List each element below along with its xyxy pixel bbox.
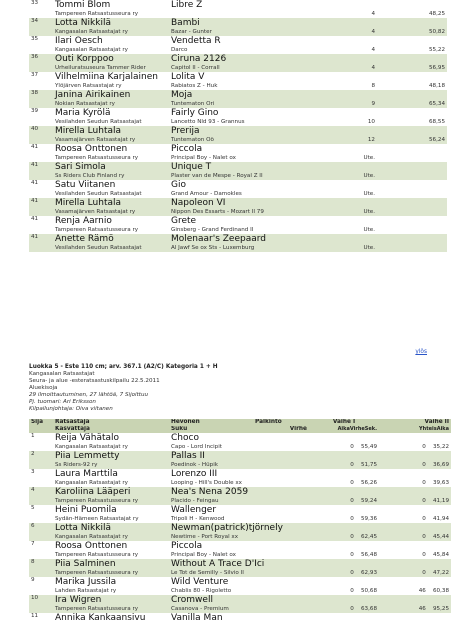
class-info-italic-line: 29 ilmoittautuminen, 27 lähtöä, 7 Sijoittuu bbox=[29, 392, 149, 398]
phase1-result: 0 50,68 bbox=[350, 588, 377, 594]
horse-pedigree: Poedinok - Hüpik bbox=[171, 462, 219, 468]
table-row bbox=[29, 198, 447, 209]
result-row bbox=[29, 433, 451, 444]
rider-name: Roosa Onttonen bbox=[55, 541, 128, 551]
club-name: Ylöjärven Ratsastajat ry bbox=[55, 83, 122, 89]
club-name: Tampereen Ratsastusseura ry bbox=[55, 570, 139, 576]
sija: 39 bbox=[31, 108, 39, 114]
table-row bbox=[29, 0, 447, 11]
faults: 8 bbox=[371, 83, 375, 89]
table-row-detail bbox=[29, 245, 447, 252]
horse-pedigree: Tripoli H - Kenwood bbox=[171, 516, 225, 522]
sija: 40 bbox=[31, 126, 39, 132]
rider-name: Anette Rämö bbox=[55, 234, 114, 244]
result-row-detail bbox=[29, 444, 451, 451]
phase2-result: 0 41,94 bbox=[422, 516, 449, 522]
club-name: Kangasalan Ratsastajat ry bbox=[55, 444, 128, 450]
time: 50,82 bbox=[428, 29, 445, 35]
horse-pedigree: Principal Boy - Nalet ox bbox=[171, 155, 236, 161]
faults: 12 bbox=[367, 137, 375, 143]
rider-name: Laura Marttila bbox=[55, 469, 118, 479]
class-info-line: Aluekisoja bbox=[29, 385, 58, 391]
sija: 41 bbox=[31, 198, 39, 204]
horse-name: Lorenzo III bbox=[171, 469, 218, 479]
table-row-detail bbox=[29, 29, 447, 36]
sija: 8 bbox=[31, 559, 35, 565]
sija: 41 bbox=[31, 216, 39, 222]
result-row bbox=[29, 487, 451, 498]
club-name: Tampereen Ratsastusseura ry bbox=[55, 11, 139, 17]
horse-pedigree: Capo - Lord Incipit bbox=[171, 444, 222, 450]
horse-name: Bambi bbox=[171, 18, 200, 28]
faults: Ute. bbox=[363, 155, 375, 161]
club-name: Ss Riders Club Finland ry bbox=[55, 173, 125, 179]
result-row-detail bbox=[29, 534, 451, 541]
time: 48,25 bbox=[428, 11, 445, 17]
phase1-result: 0 63,68 bbox=[350, 606, 377, 612]
table-row bbox=[29, 36, 447, 47]
results-table-class5 bbox=[29, 419, 451, 624]
class-title: Luokka 5 - Este 110 cm; arv. 367.1 (A2/C) Kategoria 1 + H bbox=[29, 364, 218, 370]
club-name: Sydän-Hämeen Ratsastajat ry bbox=[55, 516, 139, 522]
time bbox=[377, 245, 447, 252]
phase1-result: 0 59,36 bbox=[350, 516, 377, 522]
table-row-detail bbox=[29, 119, 447, 126]
horse-name: Prerija bbox=[171, 126, 200, 136]
horse-pedigree: Rabiatos Z - Huk bbox=[171, 83, 218, 89]
table-row bbox=[29, 72, 447, 83]
table-row bbox=[29, 126, 447, 137]
rider-name: Satu Viitanen bbox=[55, 180, 116, 190]
rider-name: Renja Aarnio bbox=[55, 216, 112, 226]
phase2-result: 46 60,38 bbox=[418, 588, 449, 594]
result-row-detail bbox=[29, 498, 451, 505]
time: 48,18 bbox=[428, 83, 445, 89]
table-row-detail bbox=[29, 11, 447, 18]
table-row-detail bbox=[29, 83, 447, 90]
club-name: Lahden Ratsastajat ry bbox=[55, 588, 117, 594]
horse-pedigree: Placido - Feingau bbox=[171, 498, 219, 504]
table-row-detail bbox=[29, 101, 447, 108]
result-row bbox=[29, 613, 451, 624]
result-row-detail bbox=[29, 462, 451, 469]
horse-pedigree: Tuntematon Oö bbox=[171, 137, 214, 143]
horse-name: Pallas II bbox=[171, 451, 205, 461]
faults: Ute. bbox=[363, 245, 375, 251]
horse-name: Moja bbox=[171, 90, 193, 100]
result-row-detail bbox=[29, 480, 451, 487]
result-row-detail bbox=[29, 552, 451, 559]
table-row bbox=[29, 18, 447, 29]
club-name: Kangasalan Ratsastajat ry bbox=[55, 47, 128, 53]
horse-name: Newman(patrick)tjörnely bbox=[171, 523, 283, 533]
back-to-top-link[interactable]: ylös bbox=[415, 349, 427, 355]
club-name: Tampereen Ratsastusseura ry bbox=[55, 498, 139, 504]
result-row bbox=[29, 451, 451, 462]
horse-pedigree: Newtime - Port Royal xx bbox=[171, 534, 239, 540]
rider-name: Janina Airikainen bbox=[55, 90, 131, 100]
sija: 5 bbox=[31, 505, 35, 511]
col-hevonen: Hevonen bbox=[171, 419, 200, 425]
time: 56,95 bbox=[428, 65, 445, 71]
col-sija: Sija bbox=[31, 419, 44, 425]
horse-pedigree: Nippon Des Essarts - Mozart II 79 bbox=[171, 209, 264, 215]
faults: Ute. bbox=[363, 173, 375, 179]
table-row bbox=[29, 180, 447, 191]
result-row bbox=[29, 595, 451, 606]
horse-name: Fairly Gino bbox=[171, 108, 219, 118]
column-subheader-row bbox=[29, 426, 451, 433]
sija: 36 bbox=[31, 54, 39, 60]
rider-name: Annika Kankaansivu bbox=[55, 613, 146, 623]
club-name: Ss Riders-92 ry bbox=[55, 462, 98, 468]
horse-pedigree: Le Tot de Semilly - Silvio II bbox=[171, 570, 244, 576]
time bbox=[377, 173, 447, 180]
rider-name: Mirella Luhtala bbox=[55, 126, 122, 136]
result-row bbox=[29, 523, 451, 534]
rider-name: Tommi Blom bbox=[55, 0, 111, 10]
time bbox=[377, 191, 447, 198]
rider-name: Lotta Nikkilä bbox=[55, 523, 111, 533]
phase2-result: 0 35,22 bbox=[422, 444, 449, 450]
phase1-result: 0 59,24 bbox=[350, 498, 377, 504]
horse-name: Nea's Nena 2059 bbox=[171, 487, 249, 497]
horse-name: Gio bbox=[171, 180, 186, 190]
rider-name: Heini Puomila bbox=[55, 505, 117, 515]
results-page bbox=[29, 0, 449, 623]
rider-name: Vilhelmiina Karjalainen bbox=[55, 72, 158, 82]
club-name: Vesilahden Seudun Ratsastajat bbox=[55, 119, 142, 125]
column-header-row bbox=[29, 419, 451, 426]
phase2-result: 0 45,84 bbox=[422, 552, 449, 558]
table-row-detail bbox=[29, 227, 447, 234]
table-row bbox=[29, 234, 447, 245]
horse-name: Choco bbox=[171, 433, 199, 443]
col-kasvattaja: Kasvattaja bbox=[55, 426, 90, 432]
club-name: Tampereen Ratsastusseura ry bbox=[55, 227, 139, 233]
horse-pedigree: Grand Amour - Damokles bbox=[171, 191, 242, 197]
time: 55,22 bbox=[428, 47, 445, 53]
table-row-detail bbox=[29, 209, 447, 216]
horse-name: Grete bbox=[171, 216, 197, 226]
phase2-result: 0 41,19 bbox=[422, 498, 449, 504]
table-row bbox=[29, 90, 447, 101]
club-name: Tampereen Ratsastusseura ry bbox=[55, 552, 139, 558]
rider-name: Roosa Onttonen bbox=[55, 144, 128, 154]
class-info-italic-line: Pj. tuomari: Ari Eriksson bbox=[29, 399, 96, 405]
sija: 7 bbox=[31, 541, 35, 547]
club-name: Tampereen Ratsastusseura ry bbox=[55, 606, 139, 612]
rider-name: Reija Vähätalo bbox=[55, 433, 120, 443]
result-row-detail bbox=[29, 606, 451, 613]
phase1-result: 0 62,93 bbox=[350, 570, 377, 576]
faults: 4 bbox=[371, 11, 375, 17]
horse-name: Wallenger bbox=[171, 505, 217, 515]
phase2-result: 0 45,44 bbox=[422, 534, 449, 540]
rider-name: Piia Salminen bbox=[55, 559, 116, 569]
horse-pedigree: Lancetto Nld 93 - Grannus bbox=[171, 119, 245, 125]
col-vaihe2: Vaihe II bbox=[424, 419, 449, 425]
time bbox=[377, 227, 447, 234]
phase1-result: 0 55,49 bbox=[350, 444, 377, 450]
horse-name: Libre Z bbox=[171, 0, 203, 10]
horse-pedigree: Chablis 80 - Rigoletto bbox=[171, 588, 232, 594]
result-row bbox=[29, 559, 451, 570]
horse-pedigree: Plaster van de Mespe - Royal Z II bbox=[171, 173, 263, 179]
table-row-detail bbox=[29, 137, 447, 144]
club-name: Vasamajärven Ratsastajat ry bbox=[55, 137, 136, 143]
sija: 41 bbox=[31, 162, 39, 168]
time: 65,34 bbox=[428, 101, 445, 107]
horse-pedigree: Ginsberg - Grand Ferdinand II bbox=[171, 227, 254, 233]
phase2-result: 0 39,63 bbox=[422, 480, 449, 486]
table-row-detail bbox=[29, 173, 447, 180]
rider-name: Sari Simola bbox=[55, 162, 106, 172]
table-row-detail bbox=[29, 191, 447, 198]
class-info-line: Seura- ja alue -esteratsastuskilpailu 22.5.2011 bbox=[29, 378, 160, 384]
horse-pedigree: Looping - Hill's Double xx bbox=[171, 480, 242, 486]
time bbox=[377, 209, 447, 216]
sija: 35 bbox=[31, 36, 39, 42]
sija: 34 bbox=[31, 18, 39, 24]
table-row bbox=[29, 216, 447, 227]
faults: 4 bbox=[371, 65, 375, 71]
horse-name: Lolita V bbox=[171, 72, 205, 82]
rider-name: Piia Lemmetty bbox=[55, 451, 120, 461]
horse-pedigree: Tuntematon Ori bbox=[171, 101, 215, 107]
result-row bbox=[29, 469, 451, 480]
horse-pedigree bbox=[169, 11, 313, 18]
rider-name: Maria Kyrölä bbox=[55, 108, 111, 118]
table-row-detail bbox=[29, 65, 447, 72]
phase1-result: 0 56,26 bbox=[350, 480, 377, 486]
phase1-result: 0 51,75 bbox=[350, 462, 377, 468]
class-info-line: Kangasalan Ratsastajat bbox=[29, 371, 95, 377]
col-ratsastaja: Ratsastaja bbox=[55, 419, 90, 425]
club-name: Vesilahden Seudun Ratsastajat bbox=[55, 245, 142, 251]
table-row bbox=[29, 108, 447, 119]
sija: 6 bbox=[31, 523, 35, 529]
club-name: Vasamajärven Ratsastajat ry bbox=[55, 209, 136, 215]
horse-pedigree: Capitol II - Corrall bbox=[171, 65, 220, 71]
class-info bbox=[29, 371, 427, 413]
sija: 41 bbox=[31, 180, 39, 186]
time: 56,24 bbox=[428, 137, 445, 143]
result-row-detail bbox=[29, 570, 451, 577]
horse-pedigree: Principal Boy - Nalet ox bbox=[171, 552, 236, 558]
sija: 9 bbox=[31, 577, 35, 583]
horse-name: Vendetta R bbox=[171, 36, 221, 46]
club-name: Vesilahden Seudun Ratsastajat bbox=[55, 191, 142, 197]
horse-name: Wild Venture bbox=[171, 577, 229, 587]
table-row-detail bbox=[29, 155, 447, 162]
phase2-result: 0 47,22 bbox=[422, 570, 449, 576]
table-row-detail bbox=[29, 47, 447, 54]
horse-pedigree: Al Jawf Se ox Sts - Luxemburg bbox=[171, 245, 255, 251]
horse-name: Vanilla Man bbox=[171, 613, 223, 623]
sija: 33 bbox=[31, 0, 39, 6]
club-name: Kangasalan Ratsastajat ry bbox=[55, 534, 128, 540]
table-row bbox=[29, 162, 447, 173]
horse-name: Piccola bbox=[171, 144, 203, 154]
class-info-italic-line: Kilpailunjohtaja: Oiva viitanen bbox=[29, 406, 113, 412]
result-row bbox=[29, 505, 451, 516]
sija: 4 bbox=[31, 487, 35, 493]
table-row bbox=[29, 144, 447, 155]
horse-name: Ciruna 2126 bbox=[171, 54, 227, 64]
sija: 41 bbox=[31, 144, 39, 150]
rider-name: Karoliina Lääperi bbox=[55, 487, 131, 497]
col-yhteis-aika: YhteisAika bbox=[419, 426, 449, 432]
club-name: Tampereen Ratsastusseura ry bbox=[55, 155, 139, 161]
time bbox=[377, 155, 447, 162]
horse-pedigree: Darco bbox=[171, 47, 188, 53]
horse-name: Without A Trace D'Ici bbox=[171, 559, 265, 569]
horse-name: Unique T bbox=[171, 162, 212, 172]
col-aika-virhe-sek: AikaVirheSek. bbox=[337, 426, 377, 432]
phase2-result: 46 95,25 bbox=[418, 606, 449, 612]
result-row bbox=[29, 577, 451, 588]
rider-name: Outi Korppoo bbox=[55, 54, 114, 64]
result-row-detail bbox=[29, 516, 451, 523]
faults: Ute. bbox=[363, 227, 375, 233]
sija: 38 bbox=[31, 90, 39, 96]
sija: 37 bbox=[31, 72, 39, 78]
faults: 9 bbox=[371, 101, 375, 107]
horse-pedigree: Bazar - Gunter bbox=[171, 29, 212, 35]
sija: 2 bbox=[31, 451, 35, 457]
phase2-result: 0 36,69 bbox=[422, 462, 449, 468]
sija: 1 bbox=[31, 433, 35, 439]
faults: Ute. bbox=[363, 191, 375, 197]
result-row-detail bbox=[29, 588, 451, 595]
horse-name: Napoleon VI bbox=[171, 198, 226, 208]
col-vaihe1: Vaihe I bbox=[332, 419, 356, 425]
sija: 3 bbox=[31, 469, 35, 475]
faults: Ute. bbox=[363, 209, 375, 215]
horse-name: Piccola bbox=[171, 541, 203, 551]
club-name: Kangasalan Ratsastajat ry bbox=[55, 29, 128, 35]
rider-name: Ilari Oesch bbox=[55, 36, 103, 46]
sija: 10 bbox=[31, 595, 39, 601]
phase1-result: 0 56,48 bbox=[350, 552, 377, 558]
class-header bbox=[29, 364, 427, 413]
result-row bbox=[29, 541, 451, 552]
rider-name: Ira Wigren bbox=[55, 595, 102, 605]
club-name: Urheiluratsuseura Tammer Rider bbox=[55, 65, 146, 71]
horse-name: Molenaar's Zeepaard bbox=[171, 234, 267, 244]
rider-name: Lotta Nikkilä bbox=[55, 18, 111, 28]
col-virhe: Virhe bbox=[289, 426, 307, 432]
club-name: Nokian Ratsastajat ry bbox=[55, 101, 115, 107]
faults: 4 bbox=[371, 47, 375, 53]
rider-name: Marika Jussila bbox=[55, 577, 117, 587]
sija: 41 bbox=[31, 234, 39, 240]
rider-name: Mirella Luhtala bbox=[55, 198, 122, 208]
sija: 11 bbox=[31, 613, 39, 619]
col-palkinto: Palkinto bbox=[255, 419, 282, 425]
phase1-result: 0 62,45 bbox=[350, 534, 377, 540]
horse-pedigree: Casanova - Premium bbox=[171, 606, 229, 612]
results-table-top bbox=[29, 0, 447, 252]
table-row bbox=[29, 54, 447, 65]
faults: 4 bbox=[371, 29, 375, 35]
faults: 10 bbox=[367, 119, 375, 125]
horse-name: Cromwell bbox=[171, 595, 213, 605]
time: 68,55 bbox=[428, 119, 445, 125]
col-suku: Suku bbox=[171, 426, 188, 432]
club-name: Kangasalan Ratsastajat ry bbox=[55, 480, 128, 486]
